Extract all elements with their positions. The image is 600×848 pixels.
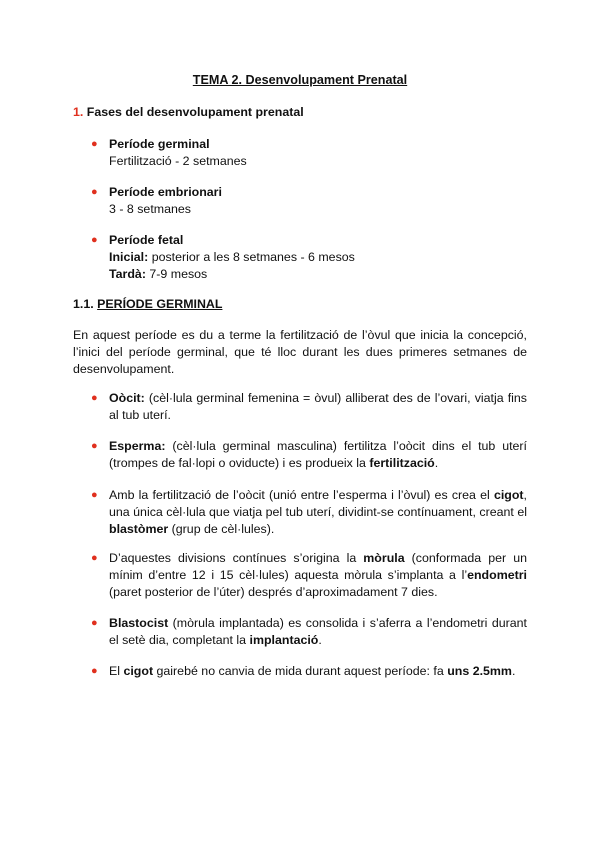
intro-paragraph: En aquest període es du a terme la fertilització de l’òvul que inicia la concepció, l’inici del període germinal, que té lloc durant les dues primeres setmanes de desenvolupament.	[73, 328, 527, 376]
document-title: TEMA 2. Desenvolupament Prenatal	[192, 73, 408, 87]
subsection-title: PERÍODE GERMINAL	[97, 297, 223, 311]
germinal-list	[91, 663, 527, 680]
section-heading-fases	[73, 104, 304, 121]
phase-label: Tardà:	[109, 267, 146, 281]
list-item	[91, 438, 527, 472]
phase-duration	[109, 249, 531, 266]
germinal-list	[91, 487, 527, 538]
list-item	[91, 184, 531, 218]
term: Esperma:	[109, 439, 166, 453]
list-item	[91, 487, 527, 538]
item-text: Amb la fertilització de l’oòcit (unió entre l’esperma i l’òvul) es crea el	[109, 488, 494, 502]
phase-title: Període germinal	[109, 137, 210, 151]
list-item	[91, 663, 527, 680]
phases-list	[91, 184, 531, 218]
bullet-icon: ●	[91, 234, 98, 246]
term: implantació	[249, 633, 319, 647]
term: blastòmer	[109, 522, 169, 536]
bullet-icon: ●	[91, 665, 98, 677]
bullet-icon: ●	[91, 440, 98, 452]
item-text: (cèl·lula germinal femenina = òvul) alliberat des de l’ovari, viatja fins al tub uterí.	[109, 391, 527, 422]
bullet-icon: ●	[91, 138, 98, 150]
section-heading-text: Fases del desenvolupament prenatal	[83, 105, 304, 119]
subsection-heading	[73, 296, 222, 313]
list-item	[91, 136, 531, 170]
term: cigot	[123, 664, 154, 678]
phase-title: Període fetal	[109, 233, 184, 247]
term: Oòcit:	[109, 391, 145, 405]
bullet-icon: ●	[91, 617, 98, 629]
item-text: .	[434, 456, 439, 470]
phase-text: 7-9 mesos	[145, 267, 208, 281]
bullet-icon: ●	[91, 489, 98, 501]
list-item	[91, 232, 531, 283]
phase-text: posterior a les 8 setmanes - 6 mesos	[148, 250, 355, 264]
germinal-list	[91, 438, 527, 472]
phase-label: Inicial:	[109, 250, 149, 264]
item-text: (mòrula implantada) es consolida i s’aferra a l’endometri durant el setè dia, completant la	[109, 616, 527, 647]
item-text: , una única cèl·lula que viatja pel tub uterí, dividint-se contínuament, creant el	[109, 488, 527, 519]
phase-duration: 3 - 8 setmanes	[109, 202, 191, 216]
list-item	[91, 615, 527, 649]
item-text: gairebé no canvia de mida durant aquest període: fa	[153, 664, 448, 678]
section-number: 1.	[73, 105, 84, 119]
bullet-icon: ●	[91, 392, 98, 404]
term: cigot	[493, 488, 524, 502]
term: uns 2.5mm	[447, 664, 512, 678]
item-text: (conformada per un mínim d’entre 12 i 15 cèl·lules) aquesta mòrula s’implanta a l’	[109, 551, 527, 582]
bullet-icon: ●	[91, 186, 98, 198]
subsection-number: 1.1.	[73, 297, 98, 311]
item-text: El	[109, 664, 124, 678]
item-text: (paret posterior de l’úter) després d’aproximadament 7 dies.	[109, 585, 438, 599]
item-text: (grup de cèl·lules).	[168, 522, 275, 536]
germinal-list	[91, 615, 527, 649]
germinal-list	[91, 390, 527, 424]
item-text: .	[318, 633, 322, 647]
phases-list	[91, 136, 531, 170]
term: Blastocist	[109, 616, 169, 630]
list-item	[91, 390, 527, 424]
bullet-icon: ●	[91, 552, 98, 564]
list-item	[91, 550, 527, 601]
term: mòrula	[363, 551, 405, 565]
phases-list	[91, 232, 531, 283]
phase-title: Període embrionari	[109, 185, 222, 199]
germinal-list	[91, 550, 527, 601]
item-text: .	[511, 664, 516, 678]
term: fertilització	[369, 456, 435, 470]
phase-duration: Fertilització - 2 setmanes	[109, 154, 247, 168]
phase-duration	[109, 266, 531, 283]
term: endometri	[467, 568, 527, 582]
item-text: (cèl·lula germinal masculina) fertilitza l’oòcit dins el tub uterí (trompes de fal·lopi o oviducte) i es produeix la	[109, 439, 527, 470]
item-text: D’aquestes divisions contínues s’origina la	[109, 551, 364, 565]
